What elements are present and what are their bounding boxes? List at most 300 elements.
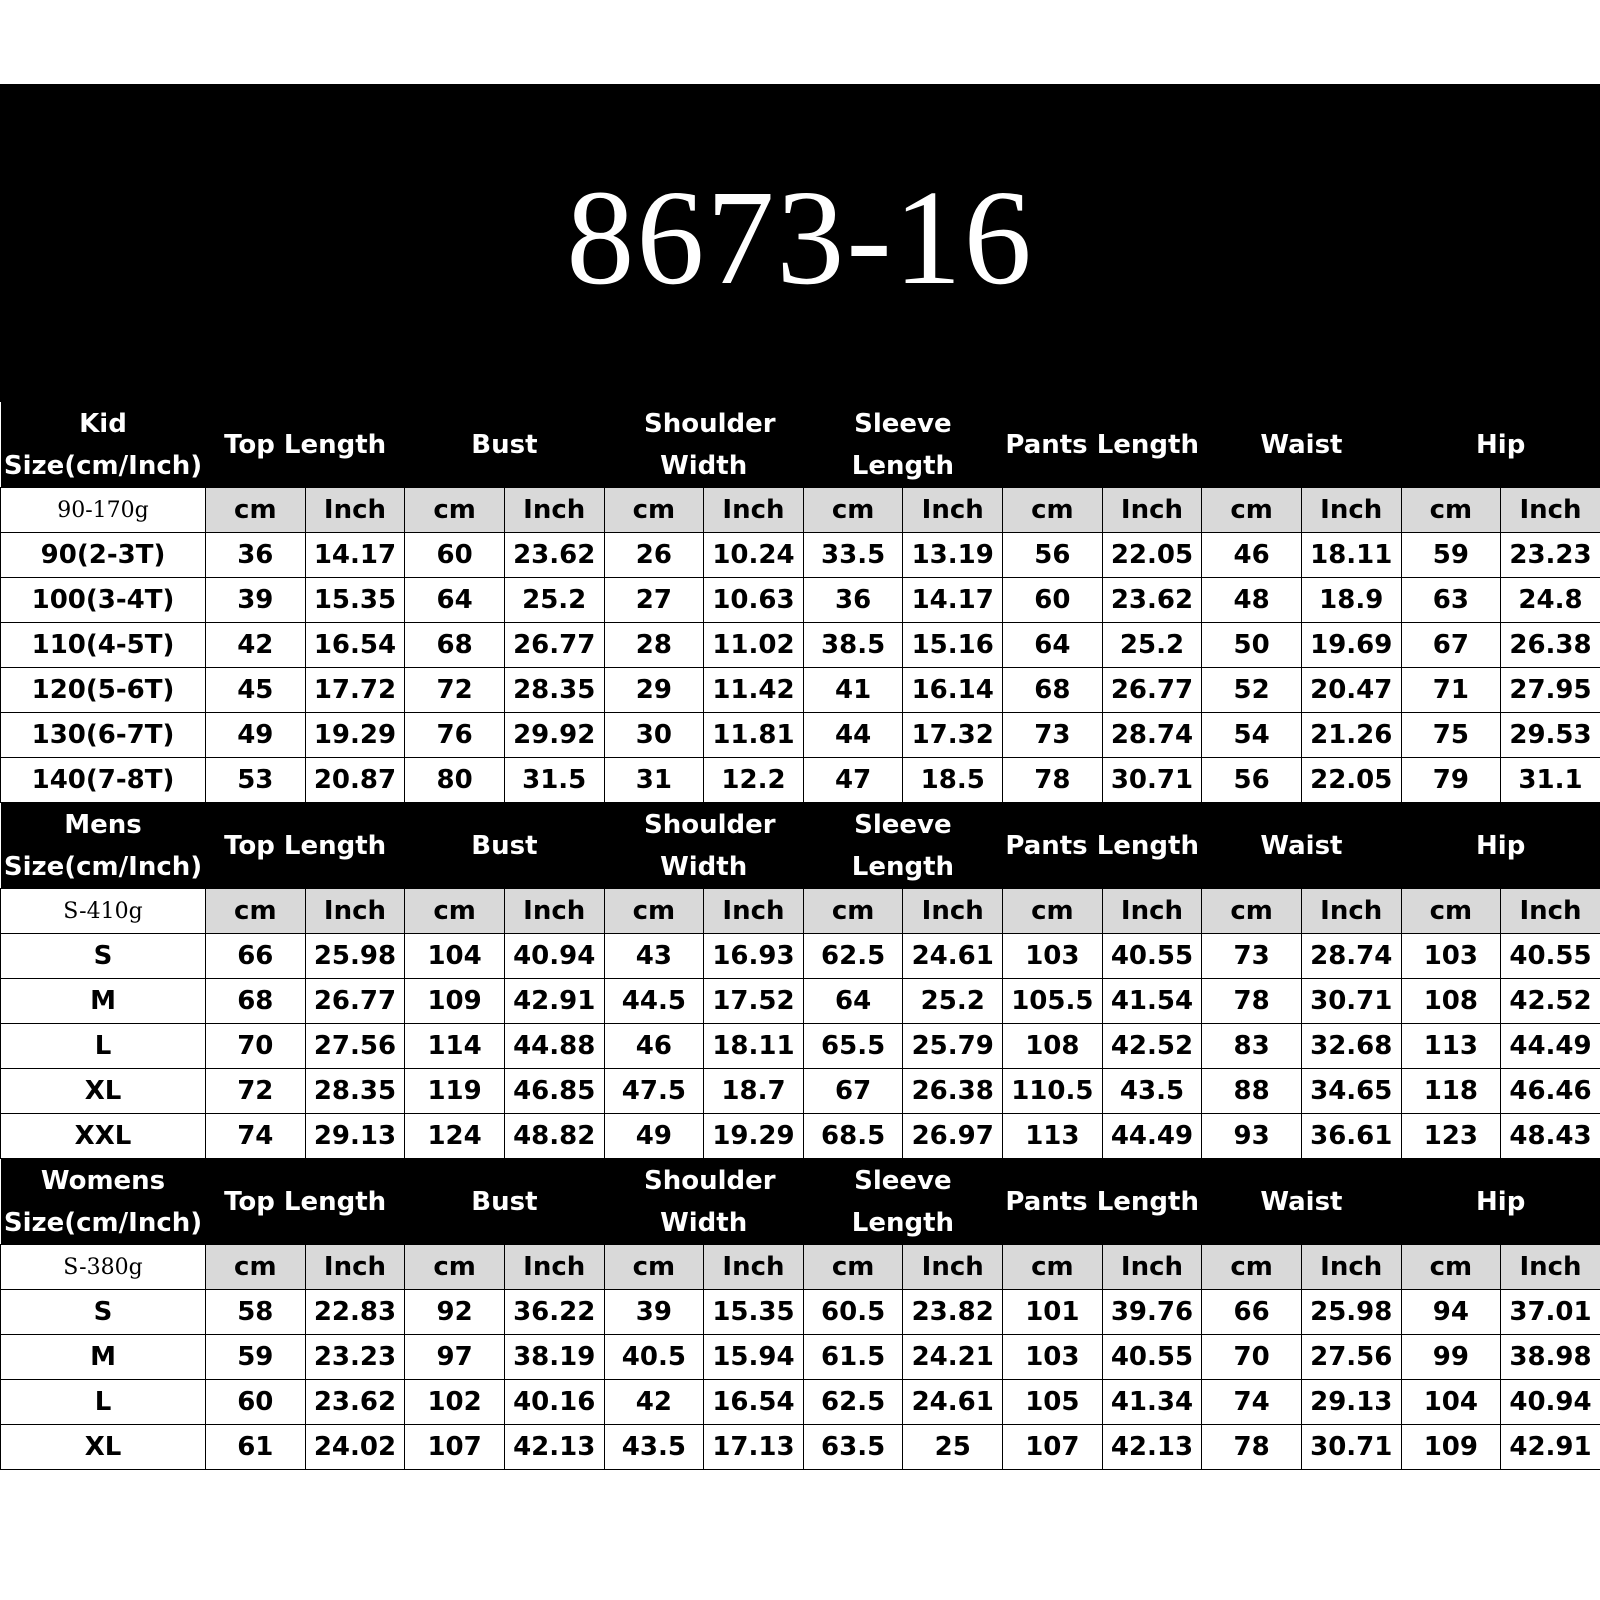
unit-row xyxy=(1,889,1600,934)
measurement-cell: 40.5 xyxy=(604,1335,704,1380)
measurement-cell: 11.42 xyxy=(704,668,804,713)
measurement-cell: 29.13 xyxy=(1301,1380,1401,1425)
measurement-cell: 76 xyxy=(405,713,505,758)
measurement-cell: 17.32 xyxy=(903,713,1003,758)
unit-cm-label: cm xyxy=(1003,889,1103,934)
measurement-cell: 44.49 xyxy=(1102,1114,1202,1159)
measurement-cell: 71 xyxy=(1401,668,1501,713)
measurement-cell: 17.52 xyxy=(704,979,804,1024)
measurement-cell: 101 xyxy=(1003,1290,1103,1335)
measurement-cell: 30.71 xyxy=(1102,758,1202,803)
size-cell: 120(5-6T) xyxy=(1,668,206,713)
measurement-cell: 43 xyxy=(604,934,704,979)
measurement-cell: 61 xyxy=(206,1425,306,1470)
measurement-cell: 19.29 xyxy=(704,1114,804,1159)
measurement-cell: 61.5 xyxy=(803,1335,903,1380)
unit-cm-label: cm xyxy=(604,889,704,934)
unit-inch-label: Inch xyxy=(1102,488,1202,533)
measurement-cell: 15.35 xyxy=(305,578,405,623)
measurement-cell: 25.98 xyxy=(305,934,405,979)
size-cell: S xyxy=(1,1290,206,1335)
measurement-cell: 38.98 xyxy=(1501,1335,1600,1380)
unit-inch-label: Inch xyxy=(504,1245,604,1290)
unit-cm-label: cm xyxy=(206,1245,306,1290)
size-unit-label: Size(cm/Inch) xyxy=(3,1207,203,1238)
weight-label: 90-170g xyxy=(1,488,206,533)
column-header-sleeve-length: Sleeve Length xyxy=(803,1159,1002,1245)
measurement-cell: 78 xyxy=(1202,1425,1302,1470)
measurement-cell: 42.13 xyxy=(504,1425,604,1470)
measurement-cell: 12.2 xyxy=(704,758,804,803)
measurement-cell: 37.01 xyxy=(1501,1290,1600,1335)
measurement-cell: 80 xyxy=(405,758,505,803)
measurement-cell: 38.5 xyxy=(803,623,903,668)
measurement-cell: 32.68 xyxy=(1301,1024,1401,1069)
table-row xyxy=(1,1069,1600,1114)
unit-inch-label: Inch xyxy=(704,889,804,934)
measurement-cell: 15.16 xyxy=(903,623,1003,668)
measurement-cell: 26.97 xyxy=(903,1114,1003,1159)
column-header-sleeve-length: Sleeve Length xyxy=(803,402,1002,488)
measurement-cell: 36 xyxy=(803,578,903,623)
measurement-cell: 58 xyxy=(206,1290,306,1335)
column-header-top-length: Top Length xyxy=(206,402,405,488)
measurement-cell: 109 xyxy=(1401,1425,1501,1470)
measurement-cell: 24.61 xyxy=(903,934,1003,979)
measurement-cell: 28.74 xyxy=(1301,934,1401,979)
measurement-cell: 40.55 xyxy=(1102,1335,1202,1380)
measurement-cell: 36 xyxy=(206,533,306,578)
measurement-cell: 110.5 xyxy=(1003,1069,1103,1114)
measurement-cell: 23.62 xyxy=(305,1380,405,1425)
measurement-cell: 42.91 xyxy=(1501,1425,1600,1470)
column-header-shoulder-width: Shoulder Width xyxy=(604,803,803,889)
measurement-cell: 66 xyxy=(206,934,306,979)
size-cell: 140(7-8T) xyxy=(1,758,206,803)
measurement-cell: 33.5 xyxy=(803,533,903,578)
measurement-cell: 46 xyxy=(604,1024,704,1069)
measurement-cell: 67 xyxy=(1401,623,1501,668)
measurement-cell: 97 xyxy=(405,1335,505,1380)
measurement-cell: 64 xyxy=(1003,623,1103,668)
section-header-row xyxy=(1,803,1600,889)
measurement-cell: 47 xyxy=(803,758,903,803)
measurement-cell: 31 xyxy=(604,758,704,803)
measurement-cell: 41.34 xyxy=(1102,1380,1202,1425)
unit-inch-label: Inch xyxy=(504,488,604,533)
measurement-cell: 22.05 xyxy=(1102,533,1202,578)
measurement-cell: 22.05 xyxy=(1301,758,1401,803)
column-header-hip: Hip xyxy=(1401,803,1600,889)
measurement-cell: 109 xyxy=(405,979,505,1024)
unit-inch-label: Inch xyxy=(903,488,1003,533)
measurement-cell: 42.13 xyxy=(1102,1425,1202,1470)
measurement-cell: 23.62 xyxy=(504,533,604,578)
unit-cm-label: cm xyxy=(1202,1245,1302,1290)
measurement-cell: 16.54 xyxy=(305,623,405,668)
table-row xyxy=(1,979,1600,1024)
measurement-cell: 44.49 xyxy=(1501,1024,1600,1069)
measurement-cell: 26.77 xyxy=(1102,668,1202,713)
measurement-cell: 19.29 xyxy=(305,713,405,758)
unit-cm-label: cm xyxy=(206,488,306,533)
measurement-cell: 25 xyxy=(903,1425,1003,1470)
unit-cm-label: cm xyxy=(1003,488,1103,533)
measurement-cell: 113 xyxy=(1003,1114,1103,1159)
table-row xyxy=(1,758,1600,803)
measurement-cell: 56 xyxy=(1202,758,1302,803)
measurement-cell: 74 xyxy=(206,1114,306,1159)
measurement-cell: 104 xyxy=(1401,1380,1501,1425)
measurement-cell: 13.19 xyxy=(903,533,1003,578)
size-unit-label: Size(cm/Inch) xyxy=(3,450,203,481)
measurement-cell: 46.46 xyxy=(1501,1069,1600,1114)
measurement-cell: 31.5 xyxy=(504,758,604,803)
size-cell: 90(2-3T) xyxy=(1,533,206,578)
measurement-cell: 102 xyxy=(405,1380,505,1425)
unit-cm-label: cm xyxy=(1202,488,1302,533)
measurement-cell: 42 xyxy=(206,623,306,668)
measurement-cell: 23.23 xyxy=(305,1335,405,1380)
size-chart-sheet xyxy=(0,84,1600,1470)
measurement-cell: 27.95 xyxy=(1501,668,1600,713)
measurement-cell: 45 xyxy=(206,668,306,713)
measurement-cell: 26.38 xyxy=(1501,623,1600,668)
column-header-top-length: Top Length xyxy=(206,1159,405,1245)
column-header-hip: Hip xyxy=(1401,1159,1600,1245)
measurement-cell: 43.5 xyxy=(1102,1069,1202,1114)
column-header-shoulder-width: Shoulder Width xyxy=(604,402,803,488)
measurement-cell: 15.94 xyxy=(704,1335,804,1380)
column-header-bust: Bust xyxy=(405,803,604,889)
measurement-cell: 18.9 xyxy=(1301,578,1401,623)
measurement-cell: 103 xyxy=(1003,934,1103,979)
size-group-label xyxy=(1,803,206,889)
measurement-cell: 44.88 xyxy=(504,1024,604,1069)
measurement-cell: 25.2 xyxy=(903,979,1003,1024)
size-cell: XL xyxy=(1,1425,206,1470)
unit-inch-label: Inch xyxy=(1301,1245,1401,1290)
measurement-cell: 83 xyxy=(1202,1024,1302,1069)
measurement-cell: 42.52 xyxy=(1501,979,1600,1024)
measurement-cell: 39.76 xyxy=(1102,1290,1202,1335)
measurement-cell: 103 xyxy=(1003,1335,1103,1380)
size-cell: M xyxy=(1,1335,206,1380)
measurement-cell: 108 xyxy=(1003,1024,1103,1069)
measurement-cell: 60 xyxy=(206,1380,306,1425)
measurement-cell: 48.82 xyxy=(504,1114,604,1159)
size-cell: XXL xyxy=(1,1114,206,1159)
unit-cm-label: cm xyxy=(803,488,903,533)
table-row xyxy=(1,1114,1600,1159)
measurement-cell: 29.13 xyxy=(305,1114,405,1159)
measurement-cell: 30 xyxy=(604,713,704,758)
size-cell: XL xyxy=(1,1069,206,1114)
measurement-cell: 20.87 xyxy=(305,758,405,803)
unit-inch-label: Inch xyxy=(704,1245,804,1290)
column-header-shoulder-width: Shoulder Width xyxy=(604,1159,803,1245)
measurement-cell: 113 xyxy=(1401,1024,1501,1069)
unit-cm-label: cm xyxy=(604,488,704,533)
table-row xyxy=(1,934,1600,979)
unit-row xyxy=(1,1245,1600,1290)
measurement-cell: 38.19 xyxy=(504,1335,604,1380)
unit-inch-label: Inch xyxy=(704,488,804,533)
measurement-cell: 68 xyxy=(405,623,505,668)
measurement-cell: 65.5 xyxy=(803,1024,903,1069)
measurement-cell: 27 xyxy=(604,578,704,623)
measurement-cell: 29.53 xyxy=(1501,713,1600,758)
measurement-cell: 42.52 xyxy=(1102,1024,1202,1069)
measurement-cell: 92 xyxy=(405,1290,505,1335)
measurement-cell: 28 xyxy=(604,623,704,668)
column-header-bust: Bust xyxy=(405,402,604,488)
unit-inch-label: Inch xyxy=(1301,488,1401,533)
measurement-cell: 24.61 xyxy=(903,1380,1003,1425)
measurement-cell: 107 xyxy=(1003,1425,1103,1470)
measurement-cell: 88 xyxy=(1202,1069,1302,1114)
measurement-cell: 47.5 xyxy=(604,1069,704,1114)
measurement-cell: 22.83 xyxy=(305,1290,405,1335)
measurement-cell: 40.94 xyxy=(1501,1380,1600,1425)
measurement-cell: 123 xyxy=(1401,1114,1501,1159)
column-header-waist: Waist xyxy=(1202,1159,1401,1245)
unit-cm-label: cm xyxy=(405,1245,505,1290)
measurement-cell: 72 xyxy=(405,668,505,713)
table-row xyxy=(1,1335,1600,1380)
size-group-name: Womens xyxy=(40,1165,166,1196)
measurement-cell: 48.43 xyxy=(1501,1114,1600,1159)
measurement-cell: 29.92 xyxy=(504,713,604,758)
measurement-cell: 93 xyxy=(1202,1114,1302,1159)
measurement-cell: 78 xyxy=(1003,758,1103,803)
measurement-cell: 41.54 xyxy=(1102,979,1202,1024)
measurement-cell: 62.5 xyxy=(803,1380,903,1425)
measurement-cell: 26 xyxy=(604,533,704,578)
table-row xyxy=(1,1425,1600,1470)
measurement-cell: 70 xyxy=(1202,1335,1302,1380)
measurement-cell: 16.93 xyxy=(704,934,804,979)
column-header-top-length: Top Length xyxy=(206,803,405,889)
measurement-cell: 63 xyxy=(1401,578,1501,623)
column-header-waist: Waist xyxy=(1202,803,1401,889)
measurement-cell: 78 xyxy=(1202,979,1302,1024)
measurement-cell: 24.21 xyxy=(903,1335,1003,1380)
size-group-name: Kid xyxy=(79,408,127,439)
measurement-cell: 16.14 xyxy=(903,668,1003,713)
table-row xyxy=(1,1024,1600,1069)
measurement-cell: 27.56 xyxy=(1301,1335,1401,1380)
measurement-cell: 59 xyxy=(1401,533,1501,578)
unit-cm-label: cm xyxy=(1401,889,1501,934)
product-code-title: 8673-16 xyxy=(0,84,1600,402)
measurement-cell: 26.77 xyxy=(305,979,405,1024)
measurement-cell: 43.5 xyxy=(604,1425,704,1470)
measurement-cell: 42 xyxy=(604,1380,704,1425)
measurement-cell: 54 xyxy=(1202,713,1302,758)
measurement-cell: 73 xyxy=(1202,934,1302,979)
column-header-pants-length: Pants Length xyxy=(1003,1159,1202,1245)
measurement-cell: 26.38 xyxy=(903,1069,1003,1114)
measurement-cell: 66 xyxy=(1202,1290,1302,1335)
measurement-cell: 28.35 xyxy=(305,1069,405,1114)
unit-inch-label: Inch xyxy=(305,889,405,934)
table-row xyxy=(1,1380,1600,1425)
measurement-cell: 41 xyxy=(803,668,903,713)
table-row xyxy=(1,1290,1600,1335)
unit-inch-label: Inch xyxy=(1501,1245,1600,1290)
measurement-cell: 50 xyxy=(1202,623,1302,668)
column-header-hip: Hip xyxy=(1401,402,1600,488)
measurement-cell: 99 xyxy=(1401,1335,1501,1380)
measurement-cell: 75 xyxy=(1401,713,1501,758)
size-cell: M xyxy=(1,979,206,1024)
measurement-cell: 20.47 xyxy=(1301,668,1401,713)
measurement-cell: 108 xyxy=(1401,979,1501,1024)
unit-inch-label: Inch xyxy=(1102,889,1202,934)
measurement-cell: 26.77 xyxy=(504,623,604,668)
measurement-cell: 25.79 xyxy=(903,1024,1003,1069)
measurement-cell: 68 xyxy=(1003,668,1103,713)
measurement-cell: 23.82 xyxy=(903,1290,1003,1335)
measurement-cell: 49 xyxy=(206,713,306,758)
measurement-cell: 36.22 xyxy=(504,1290,604,1335)
size-group-label xyxy=(1,402,206,488)
table-row xyxy=(1,623,1600,668)
measurement-cell: 19.69 xyxy=(1301,623,1401,668)
measurement-cell: 30.71 xyxy=(1301,1425,1401,1470)
size-cell: L xyxy=(1,1380,206,1425)
measurement-cell: 40.55 xyxy=(1102,934,1202,979)
measurement-cell: 16.54 xyxy=(704,1380,804,1425)
measurement-cell: 74 xyxy=(1202,1380,1302,1425)
measurement-cell: 46 xyxy=(1202,533,1302,578)
column-header-pants-length: Pants Length xyxy=(1003,803,1202,889)
measurement-cell: 60 xyxy=(405,533,505,578)
size-cell: L xyxy=(1,1024,206,1069)
measurement-cell: 105.5 xyxy=(1003,979,1103,1024)
unit-row xyxy=(1,488,1600,533)
measurement-cell: 25.98 xyxy=(1301,1290,1401,1335)
measurement-cell: 56 xyxy=(1003,533,1103,578)
column-header-waist: Waist xyxy=(1202,402,1401,488)
measurement-cell: 63.5 xyxy=(803,1425,903,1470)
measurement-cell: 53 xyxy=(206,758,306,803)
measurement-cell: 11.81 xyxy=(704,713,804,758)
unit-cm-label: cm xyxy=(1401,488,1501,533)
measurement-cell: 49 xyxy=(604,1114,704,1159)
measurement-cell: 25.2 xyxy=(1102,623,1202,668)
measurement-cell: 44.5 xyxy=(604,979,704,1024)
measurement-cell: 24.02 xyxy=(305,1425,405,1470)
measurement-cell: 72 xyxy=(206,1069,306,1114)
size-cell: 100(3-4T) xyxy=(1,578,206,623)
unit-inch-label: Inch xyxy=(1501,889,1600,934)
unit-cm-label: cm xyxy=(206,889,306,934)
measurement-cell: 42.91 xyxy=(504,979,604,1024)
unit-inch-label: Inch xyxy=(903,1245,1003,1290)
measurement-cell: 25.2 xyxy=(504,578,604,623)
unit-inch-label: Inch xyxy=(1102,1245,1202,1290)
weight-label: S-380g xyxy=(1,1245,206,1290)
unit-cm-label: cm xyxy=(1202,889,1302,934)
measurement-cell: 64 xyxy=(405,578,505,623)
measurement-cell: 119 xyxy=(405,1069,505,1114)
measurement-cell: 11.02 xyxy=(704,623,804,668)
measurement-cell: 52 xyxy=(1202,668,1302,713)
measurement-cell: 59 xyxy=(206,1335,306,1380)
measurement-cell: 40.55 xyxy=(1501,934,1600,979)
unit-inch-label: Inch xyxy=(504,889,604,934)
measurement-cell: 17.13 xyxy=(704,1425,804,1470)
measurement-cell: 40.94 xyxy=(504,934,604,979)
size-group-label xyxy=(1,1159,206,1245)
measurement-cell: 44 xyxy=(803,713,903,758)
measurement-cell: 60.5 xyxy=(803,1290,903,1335)
unit-inch-label: Inch xyxy=(305,488,405,533)
measurement-cell: 94 xyxy=(1401,1290,1501,1335)
table-row xyxy=(1,578,1600,623)
weight-label: S-410g xyxy=(1,889,206,934)
measurement-cell: 118 xyxy=(1401,1069,1501,1114)
measurement-cell: 24.8 xyxy=(1501,578,1600,623)
measurement-cell: 23.23 xyxy=(1501,533,1600,578)
column-header-pants-length: Pants Length xyxy=(1003,402,1202,488)
measurement-cell: 70 xyxy=(206,1024,306,1069)
column-header-sleeve-length: Sleeve Length xyxy=(803,803,1002,889)
table-row xyxy=(1,533,1600,578)
measurement-cell: 114 xyxy=(405,1024,505,1069)
measurement-cell: 10.24 xyxy=(704,533,804,578)
measurement-cell: 18.11 xyxy=(1301,533,1401,578)
measurement-cell: 105 xyxy=(1003,1380,1103,1425)
unit-cm-label: cm xyxy=(803,1245,903,1290)
unit-cm-label: cm xyxy=(803,889,903,934)
measurement-cell: 18.7 xyxy=(704,1069,804,1114)
measurement-cell: 73 xyxy=(1003,713,1103,758)
section-header-row xyxy=(1,1159,1600,1245)
unit-inch-label: Inch xyxy=(1301,889,1401,934)
measurement-cell: 31.1 xyxy=(1501,758,1600,803)
size-unit-label: Size(cm/Inch) xyxy=(3,851,203,882)
unit-cm-label: cm xyxy=(604,1245,704,1290)
measurement-cell: 103 xyxy=(1401,934,1501,979)
measurement-cell: 46.85 xyxy=(504,1069,604,1114)
measurement-cell: 10.63 xyxy=(704,578,804,623)
measurement-cell: 39 xyxy=(604,1290,704,1335)
size-group-name: Mens xyxy=(64,809,142,840)
measurement-cell: 29 xyxy=(604,668,704,713)
measurement-cell: 48 xyxy=(1202,578,1302,623)
measurement-cell: 27.56 xyxy=(305,1024,405,1069)
measurement-cell: 68 xyxy=(206,979,306,1024)
size-cell: 110(4-5T) xyxy=(1,623,206,668)
measurement-cell: 34.65 xyxy=(1301,1069,1401,1114)
column-header-bust: Bust xyxy=(405,1159,604,1245)
unit-inch-label: Inch xyxy=(1501,488,1600,533)
measurement-cell: 62.5 xyxy=(803,934,903,979)
measurement-cell: 28.35 xyxy=(504,668,604,713)
measurement-cell: 18.5 xyxy=(903,758,1003,803)
unit-inch-label: Inch xyxy=(305,1245,405,1290)
unit-cm-label: cm xyxy=(1401,1245,1501,1290)
measurement-cell: 21.26 xyxy=(1301,713,1401,758)
size-cell: S xyxy=(1,934,206,979)
measurement-cell: 107 xyxy=(405,1425,505,1470)
measurement-cell: 39 xyxy=(206,578,306,623)
measurement-cell: 36.61 xyxy=(1301,1114,1401,1159)
measurement-cell: 60 xyxy=(1003,578,1103,623)
